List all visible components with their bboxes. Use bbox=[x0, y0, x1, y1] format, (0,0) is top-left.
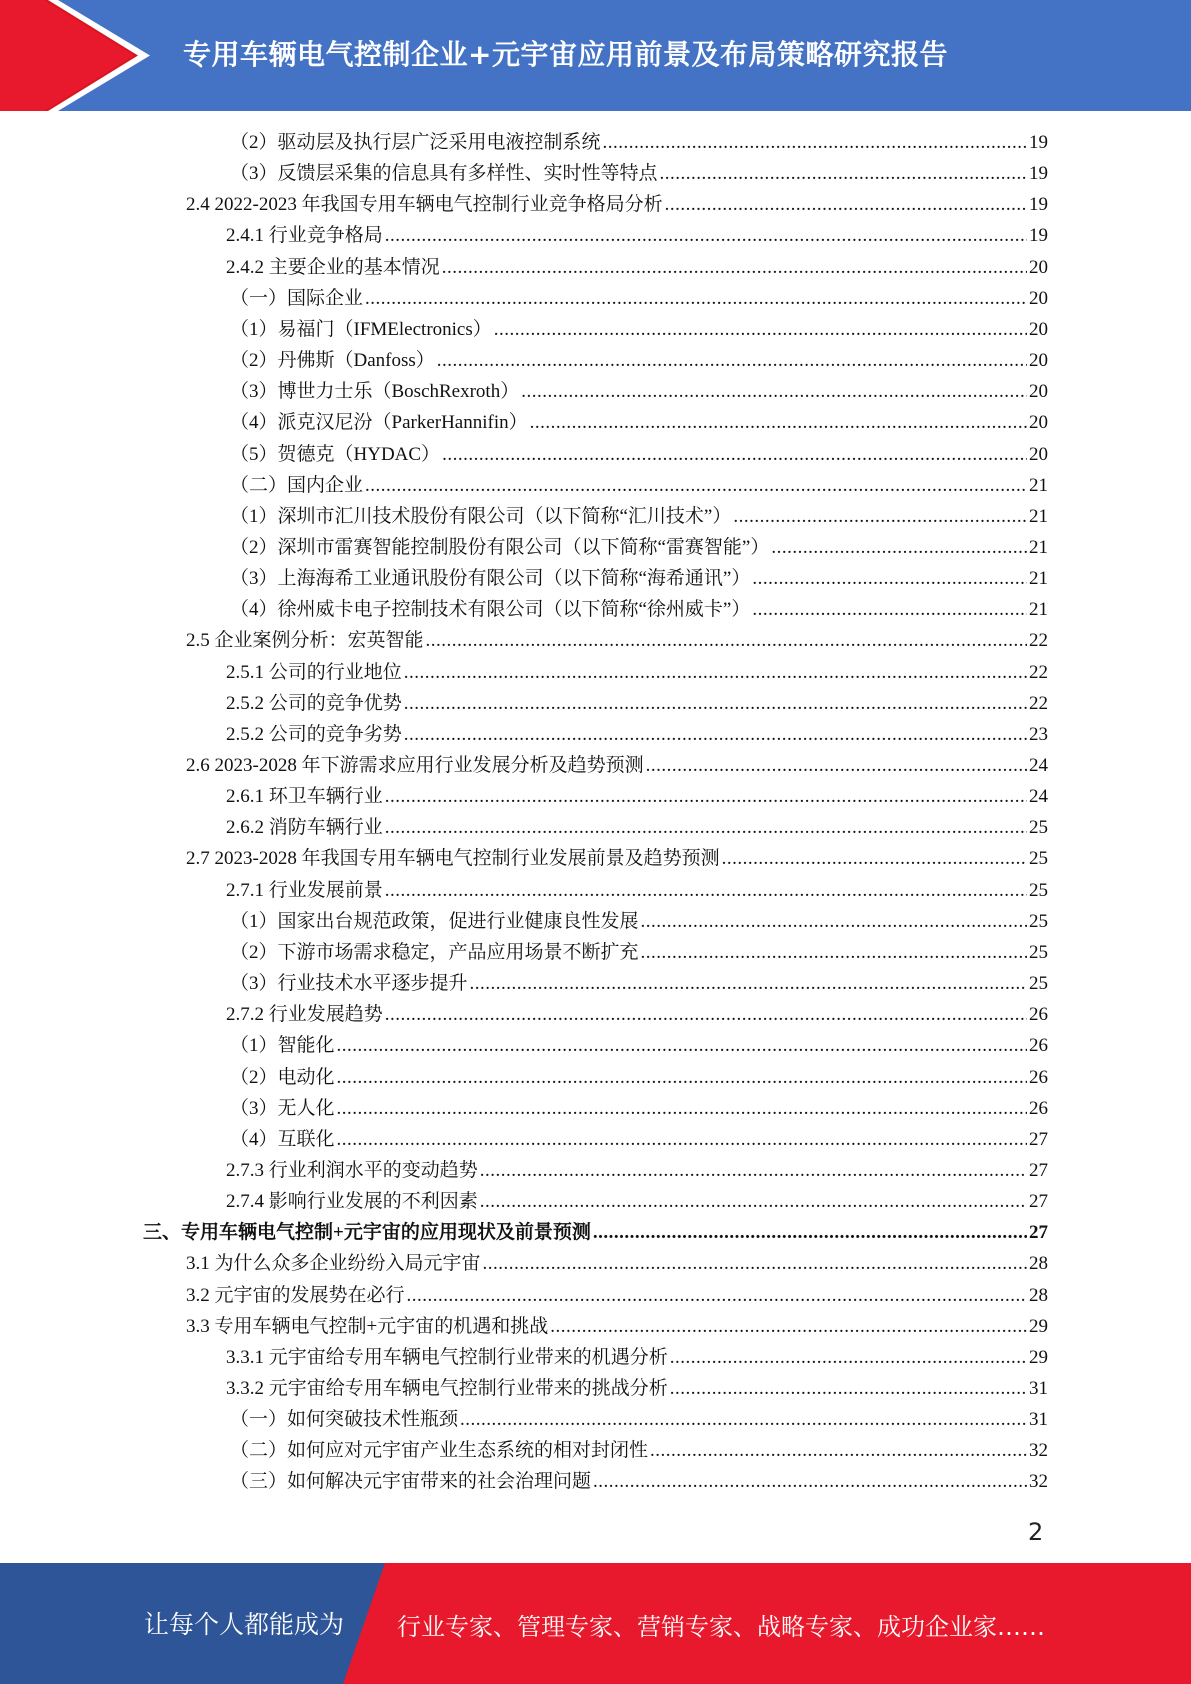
toc-entry[interactable] bbox=[186, 625, 1048, 656]
toc-entry[interactable] bbox=[226, 781, 1048, 812]
toc-entry-page: 25 bbox=[1029, 941, 1048, 963]
toc-dot-leader bbox=[385, 786, 1027, 808]
toc-entry-title: 2.6 2023-2028 年下游需求应用行业发展分析及趋势预测 bbox=[186, 755, 644, 776]
toc-dot-leader bbox=[480, 1191, 1027, 1213]
toc-entry-title: 3.3 专用车辆电气控制+元宇宙的机遇和挑战 bbox=[186, 1315, 549, 1337]
toc-dot-leader bbox=[365, 475, 1027, 497]
toc-entry-title: （2）深圳市雷赛智能控制股份有限公司（以下简称“雷赛智能”） bbox=[230, 536, 770, 558]
toc-dot-leader bbox=[603, 132, 1027, 154]
toc-entry-title: （二）国内企业 bbox=[230, 474, 364, 496]
toc-entry-page: 21 bbox=[1029, 505, 1048, 527]
toc-dot-leader bbox=[365, 288, 1027, 310]
toc-entry-title: （3）上海海希工业通讯股份有限公司（以下简称“海希通讯”） bbox=[230, 568, 751, 590]
toc-entry[interactable] bbox=[226, 1155, 1048, 1186]
toc-entry-title: （三）如何解决元宇宙带来的社会治理问题 bbox=[230, 1471, 592, 1493]
toc-dot-leader bbox=[483, 1253, 1027, 1275]
toc-dot-leader bbox=[407, 1285, 1027, 1307]
toc-entry[interactable] bbox=[230, 283, 1048, 314]
toc-entry[interactable] bbox=[230, 1404, 1048, 1435]
toc-dot-leader bbox=[337, 1035, 1027, 1057]
toc-entry-title: 3.3.2 元宇宙给专用车辆电气控制行业带来的挑战分析 bbox=[226, 1378, 668, 1399]
toc-dot-leader bbox=[385, 880, 1027, 902]
toc-entry-page: 20 bbox=[1029, 318, 1048, 340]
toc-entry-title: 2.4.1 行业竞争格局 bbox=[226, 225, 383, 247]
toc-entry[interactable] bbox=[186, 189, 1048, 220]
toc-entry-title: （3）反馈层采集的信息具有多样性、实时性等特点 bbox=[230, 163, 658, 185]
toc-dot-leader bbox=[404, 724, 1027, 746]
toc-entry-title: （3）无人化 bbox=[230, 1097, 335, 1119]
footer-slogan-right: 行业专家、管理专家、营销专家、战略专家、成功企业家…… bbox=[397, 1613, 1045, 1641]
toc-entry-title: 2.5 企业案例分析：宏英智能 bbox=[186, 630, 424, 652]
toc-entry[interactable] bbox=[143, 1217, 1048, 1248]
toc-dot-leader bbox=[593, 1222, 1027, 1244]
toc-entry-page: 26 bbox=[1029, 1066, 1048, 1088]
toc-entry-page: 20 bbox=[1029, 443, 1048, 465]
toc-entry-title: 2.7 2023-2028 年我国专用车辆电气控制行业发展前景及趋势预测 bbox=[186, 848, 720, 870]
toc-entry[interactable] bbox=[230, 470, 1048, 501]
toc-dot-leader bbox=[771, 537, 1027, 559]
page-number: 2 bbox=[1028, 1518, 1044, 1546]
toc-entry-title: 2.6.1 环卫车辆行业 bbox=[226, 786, 383, 808]
toc-entry-page: 22 bbox=[1029, 692, 1048, 714]
toc-dot-leader bbox=[670, 1378, 1027, 1400]
toc-dot-leader bbox=[442, 444, 1027, 466]
toc-dot-leader bbox=[337, 1129, 1027, 1151]
toc-entry-page: 22 bbox=[1029, 661, 1048, 683]
toc-entry-title: （一）国际企业 bbox=[230, 287, 364, 309]
toc-entry-page: 32 bbox=[1029, 1440, 1048, 1462]
toc-entry-page: 25 bbox=[1029, 848, 1048, 870]
toc-dot-leader bbox=[752, 599, 1027, 621]
page-header bbox=[0, 0, 1191, 111]
toc-entry[interactable] bbox=[226, 657, 1048, 688]
toc-entry[interactable] bbox=[226, 252, 1048, 283]
toc-entry-title: 三、专用车辆电气控制+元宇宙的应用现状及前景预测 bbox=[143, 1222, 591, 1244]
toc-entry-page: 21 bbox=[1029, 536, 1048, 558]
toc-entry[interactable] bbox=[186, 1311, 1048, 1342]
toc-entry-title: 2.4.2 主要企业的基本情况 bbox=[226, 256, 440, 278]
toc-entry-page: 26 bbox=[1029, 1004, 1048, 1026]
toc-entry-page: 21 bbox=[1029, 599, 1048, 621]
toc-dot-leader bbox=[521, 381, 1027, 403]
toc-entry[interactable] bbox=[230, 1093, 1048, 1124]
toc-entry[interactable] bbox=[230, 376, 1048, 407]
toc-entry[interactable] bbox=[230, 1124, 1048, 1155]
toc-entry-title: （2）下游市场需求稳定，产品应用场景不断扩充 bbox=[230, 941, 639, 963]
toc-entry-page: 20 bbox=[1029, 287, 1048, 309]
toc-dot-leader bbox=[722, 848, 1027, 870]
toc-entry-page: 22 bbox=[1029, 630, 1048, 652]
toc-entry-title: 2.7.3 行业利润水平的变动趋势 bbox=[226, 1159, 478, 1181]
toc-entry-page: 28 bbox=[1029, 1253, 1048, 1275]
toc-entry[interactable] bbox=[226, 719, 1048, 750]
toc-entry-page: 25 bbox=[1029, 817, 1048, 839]
toc-dot-leader bbox=[593, 1471, 1027, 1493]
toc-entry-title: （5）贺德克（HYDAC） bbox=[230, 443, 441, 465]
toc-entry-page: 21 bbox=[1029, 474, 1048, 496]
toc-entry[interactable] bbox=[226, 812, 1048, 843]
toc-entry-title: （3）博世力士乐（BoschRexroth） bbox=[230, 381, 520, 403]
toc-entry-title: （二）如何应对元宇宙产业生态系统的相对封闭性 bbox=[230, 1440, 649, 1462]
toc-entry-page: 27 bbox=[1029, 1159, 1048, 1181]
toc-entry-title: （2）驱动层及执行层广泛采用电液控制系统 bbox=[230, 132, 601, 153]
toc-entry[interactable] bbox=[226, 688, 1048, 719]
toc-entry-title: （3）行业技术水平逐步提升 bbox=[230, 973, 468, 995]
toc-entry-title: （1）易福门（IFMElectronics） bbox=[230, 318, 492, 340]
toc-entry-page: 31 bbox=[1029, 1409, 1048, 1431]
toc-entry-page: 23 bbox=[1029, 723, 1048, 745]
toc-entry[interactable] bbox=[230, 1062, 1048, 1093]
toc-entry[interactable] bbox=[226, 875, 1048, 906]
toc-entry[interactable] bbox=[186, 1248, 1048, 1279]
toc-entry[interactable] bbox=[230, 937, 1048, 968]
toc-entry-title: （4）互联化 bbox=[230, 1128, 335, 1150]
toc-dot-leader bbox=[641, 942, 1027, 964]
toc-dot-leader bbox=[337, 1067, 1027, 1089]
toc-entry[interactable] bbox=[230, 439, 1048, 470]
toc-dot-leader bbox=[404, 662, 1027, 684]
toc-entry-page: 29 bbox=[1029, 1315, 1048, 1337]
toc-entry-page: 20 bbox=[1029, 256, 1048, 278]
toc-entry[interactable] bbox=[226, 999, 1048, 1030]
toc-entry-page: 29 bbox=[1029, 1346, 1048, 1368]
toc-dot-leader bbox=[494, 319, 1027, 341]
toc-entry[interactable] bbox=[230, 1030, 1048, 1061]
toc-entry-page: 19 bbox=[1029, 132, 1048, 153]
toc-entry[interactable] bbox=[230, 906, 1048, 937]
toc-entry[interactable] bbox=[230, 563, 1048, 594]
toc-entry-page: 28 bbox=[1029, 1284, 1048, 1306]
toc-entry-title: （2）电动化 bbox=[230, 1066, 335, 1088]
toc-entry-page: 19 bbox=[1029, 163, 1048, 185]
toc-entry-page: 26 bbox=[1029, 1097, 1048, 1119]
toc-entry-page: 20 bbox=[1029, 412, 1048, 434]
toc-entry[interactable] bbox=[230, 407, 1048, 438]
header-arrow-decoration bbox=[0, 0, 150, 111]
toc-entry-page: 27 bbox=[1029, 1128, 1048, 1150]
toc-entry-page: 25 bbox=[1029, 879, 1048, 901]
toc-entry-title: （1）国家出台规范政策，促进行业健康良性发展 bbox=[230, 910, 639, 932]
toc-entry-title: 3.1 为什么众多企业纷纷入局元宇宙 bbox=[186, 1253, 481, 1275]
toc-entry[interactable] bbox=[230, 158, 1048, 189]
toc-entry-page: 19 bbox=[1029, 194, 1048, 216]
toc-dot-leader bbox=[733, 506, 1027, 528]
toc-entry[interactable] bbox=[230, 1435, 1048, 1466]
toc-dot-leader bbox=[550, 1316, 1027, 1338]
toc-dot-leader bbox=[437, 350, 1027, 372]
toc-entry-title: 2.6.2 消防车辆行业 bbox=[226, 817, 383, 839]
toc-entry[interactable] bbox=[230, 968, 1048, 999]
toc-entry-page: 32 bbox=[1029, 1471, 1048, 1493]
toc-entry[interactable] bbox=[230, 314, 1048, 345]
toc-dot-leader bbox=[650, 1440, 1027, 1462]
toc-entry[interactable] bbox=[226, 1373, 1048, 1404]
toc-entry-title: （4）派克汉尼汾（ParkerHannifin） bbox=[230, 412, 528, 434]
toc-dot-leader bbox=[660, 163, 1027, 185]
toc-dot-leader bbox=[337, 1098, 1027, 1120]
toc-dot-leader bbox=[442, 257, 1027, 279]
toc-entry-title: （1）深圳市汇川技术股份有限公司（以下简称“汇川技术”） bbox=[230, 505, 732, 527]
toc-entry-page: 24 bbox=[1029, 786, 1048, 808]
toc-entry-page: 19 bbox=[1029, 225, 1048, 247]
toc-entry[interactable] bbox=[230, 345, 1048, 376]
toc-entry-title: （1）智能化 bbox=[230, 1035, 335, 1057]
toc-entry[interactable] bbox=[226, 1186, 1048, 1217]
toc-entry-title: 2.7.2 行业发展趋势 bbox=[226, 1004, 383, 1026]
toc-entry[interactable] bbox=[230, 594, 1048, 625]
toc-dot-leader bbox=[646, 755, 1027, 777]
toc-dot-leader bbox=[385, 817, 1027, 839]
toc-entry-title: 3.3.1 元宇宙给专用车辆电气控制行业带来的机遇分析 bbox=[226, 1346, 668, 1368]
toc-entry-page: 26 bbox=[1029, 1035, 1048, 1057]
toc-dot-leader bbox=[670, 1347, 1027, 1369]
toc-entry-title: 2.4 2022-2023 年我国专用车辆电气控制行业竞争格局分析 bbox=[186, 194, 663, 216]
toc-entry-page: 25 bbox=[1029, 973, 1048, 995]
toc-entry-page: 24 bbox=[1029, 755, 1048, 776]
toc-dot-leader bbox=[385, 225, 1027, 247]
toc-entry-page: 27 bbox=[1029, 1191, 1048, 1213]
toc-entry-title: 2.7.4 影响行业发展的不利因素 bbox=[226, 1191, 478, 1213]
toc-entry[interactable] bbox=[226, 1342, 1048, 1373]
toc-dot-leader bbox=[426, 630, 1027, 652]
toc-dot-leader bbox=[665, 194, 1027, 216]
toc-entry[interactable] bbox=[226, 220, 1048, 251]
toc-entry[interactable] bbox=[230, 1466, 1048, 1497]
toc-dot-leader bbox=[385, 1004, 1027, 1026]
toc-entry-page: 25 bbox=[1029, 910, 1048, 932]
toc-dot-leader bbox=[641, 911, 1027, 933]
toc-entry-page: 31 bbox=[1029, 1378, 1048, 1399]
toc-entry[interactable] bbox=[230, 501, 1048, 532]
toc-entry-page: 27 bbox=[1029, 1222, 1048, 1244]
report-title: 专用车辆电气控制企业+元宇宙应用前景及布局策略研究报告 bbox=[183, 38, 948, 71]
toc-entry-title: 2.7.1 行业发展前景 bbox=[226, 879, 383, 901]
toc-entry-title: （4）徐州威卡电子控制技术有限公司（以下简称“徐州威卡”） bbox=[230, 599, 751, 621]
toc-entry-title: 3.2 元宇宙的发展势在必行 bbox=[186, 1284, 405, 1306]
page-footer bbox=[0, 1563, 1191, 1684]
toc-entry[interactable] bbox=[186, 1280, 1048, 1311]
toc-dot-leader bbox=[530, 412, 1027, 434]
toc-entry-title: 2.5.2 公司的竞争劣势 bbox=[226, 723, 402, 745]
toc-entry-page: 20 bbox=[1029, 350, 1048, 372]
toc-entry-page: 21 bbox=[1029, 568, 1048, 590]
toc-dot-leader bbox=[470, 973, 1027, 995]
toc-entry[interactable] bbox=[230, 127, 1048, 158]
toc-entry-title: （一）如何突破技术性瓶颈 bbox=[230, 1409, 459, 1431]
toc-entry[interactable] bbox=[230, 532, 1048, 563]
toc-entry-page: 20 bbox=[1029, 381, 1048, 403]
toc-entry-title: 2.5.2 公司的竞争优势 bbox=[226, 692, 402, 714]
toc-dot-leader bbox=[460, 1409, 1027, 1431]
toc-entry[interactable] bbox=[186, 750, 1048, 781]
toc-entry-title: （2）丹佛斯（Danfoss） bbox=[230, 350, 435, 372]
toc-dot-leader bbox=[404, 693, 1027, 715]
toc-dot-leader bbox=[480, 1160, 1027, 1182]
toc-entry-title: 2.5.1 公司的行业地位 bbox=[226, 661, 402, 683]
toc-entry[interactable] bbox=[186, 843, 1048, 874]
toc-dot-leader bbox=[752, 568, 1027, 590]
footer-slogan-left: 让每个人都能成为 bbox=[144, 1610, 345, 1639]
